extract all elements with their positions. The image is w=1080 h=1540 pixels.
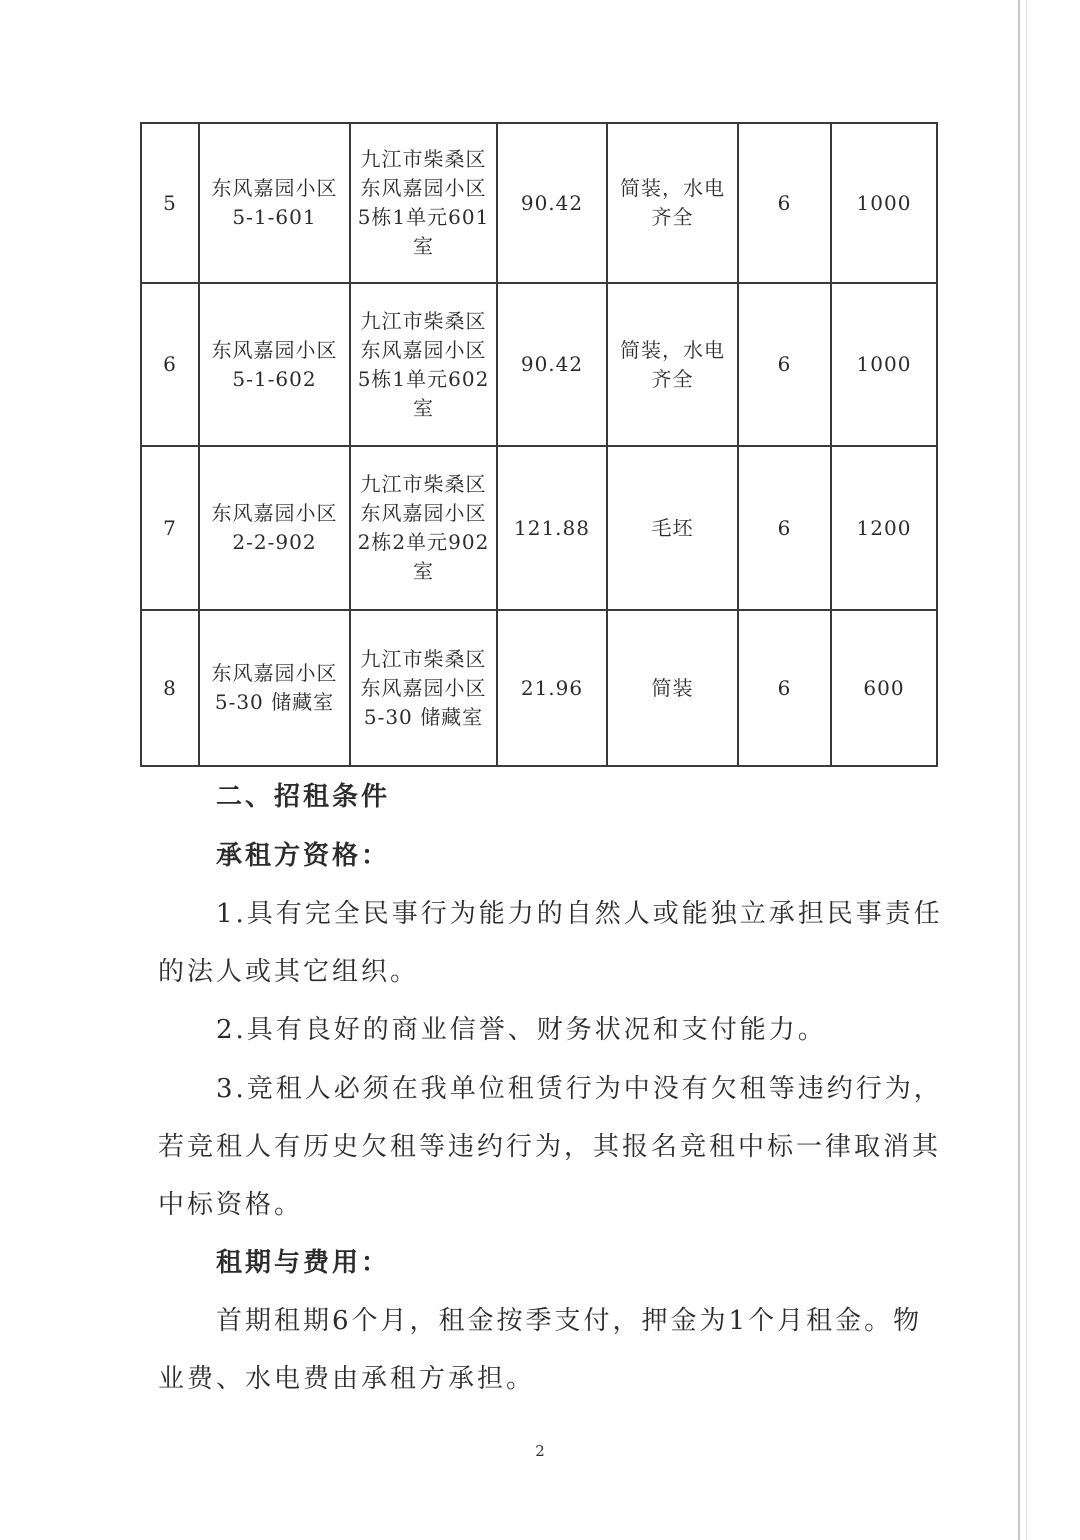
cell-area: 121.88 bbox=[497, 446, 607, 610]
cell-condition: 毛坯 bbox=[607, 446, 738, 610]
cell-term: 6 bbox=[738, 123, 831, 283]
table-row bbox=[141, 446, 937, 610]
table-row bbox=[141, 610, 937, 766]
cell-area: 21.96 bbox=[497, 610, 607, 766]
paragraph-item-3: 3.竞租人必须在我单位租赁行为中没有欠租等违约行为，若竞租人有历史欠租等违约行为，其报名竞租中标一律取消其中标资格。 bbox=[158, 1074, 943, 1220]
property-table bbox=[140, 122, 938, 767]
table-row bbox=[141, 283, 937, 446]
paragraph-term: 首期租期6个月，租金按季支付，押金为1个月租金。物业费、水电费由承租方承担。 bbox=[158, 1306, 923, 1394]
cell-area: 90.42 bbox=[497, 283, 607, 446]
cell-name: 东风嘉园小区 2-2-902 bbox=[199, 446, 350, 610]
page-edge-shadow bbox=[1026, 0, 1027, 1540]
cell-rent: 1000 bbox=[831, 123, 937, 283]
cell-no: 7 bbox=[141, 446, 199, 610]
cell-address: 九江市柴桑区东风嘉园小区5栋1单元602室 bbox=[350, 283, 497, 446]
cell-address: 九江市柴桑区东风嘉园小区2栋2单元902室 bbox=[350, 446, 497, 610]
cell-rent: 600 bbox=[831, 610, 937, 766]
cell-condition: 简装 bbox=[607, 610, 738, 766]
cell-term: 6 bbox=[738, 610, 831, 766]
section-heading: 二、招租条件 bbox=[216, 782, 391, 812]
cell-term: 6 bbox=[738, 283, 831, 446]
cell-no: 6 bbox=[141, 283, 199, 446]
cell-address: 九江市柴桑区东风嘉园小区5栋1单元601室 bbox=[350, 123, 497, 283]
cell-area: 90.42 bbox=[497, 123, 607, 283]
paragraph-item-1: 1.具有完全民事行为能力的自然人或能独立承担民事责任的法人或其它组织。 bbox=[158, 899, 943, 987]
page-edge bbox=[1018, 0, 1020, 1540]
cell-address: 九江市柴桑区东风嘉园小区 5-30 储藏室 bbox=[350, 610, 497, 766]
cell-name: 东风嘉园小区 5-30 储藏室 bbox=[199, 610, 350, 766]
cell-no: 8 bbox=[141, 610, 199, 766]
cell-name: 东风嘉园小区 5-1-601 bbox=[199, 123, 350, 283]
table-row bbox=[141, 123, 937, 283]
qualification-title: 承租方资格： bbox=[216, 841, 391, 871]
page-number: 2 bbox=[535, 1442, 545, 1460]
paragraph-item-2: 2.具有良好的商业信誉、财务状况和支付能力。 bbox=[216, 1015, 827, 1045]
cell-no: 5 bbox=[141, 123, 199, 283]
cell-condition: 简装，水电齐全 bbox=[607, 283, 738, 446]
term-title: 租期与费用： bbox=[216, 1248, 391, 1278]
cell-condition: 简装，水电齐全 bbox=[607, 123, 738, 283]
cell-term: 6 bbox=[738, 446, 831, 610]
cell-rent: 1000 bbox=[831, 283, 937, 446]
cell-rent: 1200 bbox=[831, 446, 937, 610]
cell-name: 东风嘉园小区 5-1-602 bbox=[199, 283, 350, 446]
